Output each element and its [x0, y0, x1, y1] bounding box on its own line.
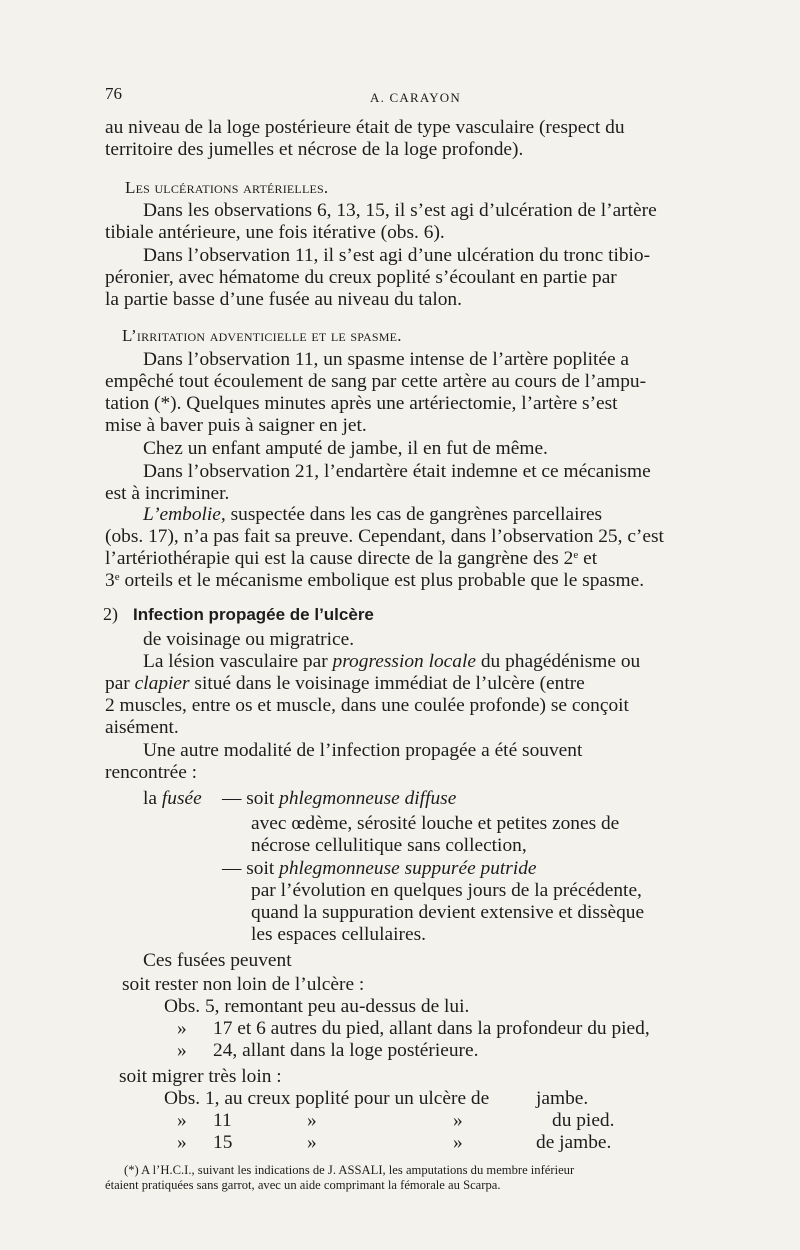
text: orteils et le mécanisme embolique est plus probable que le spasme. — [124, 570, 645, 591]
emphasis: fusée — [161, 788, 202, 809]
paragraph-line: tibiale antérieure, une fois itérative (obs. 6). — [105, 222, 445, 243]
emphasis: phlegmonneuse diffuse — [279, 788, 457, 809]
text: suspectée dans les cas de gangrènes parcellaires — [230, 504, 603, 525]
list-item: » — [177, 1018, 187, 1039]
list-item: du pied. — [552, 1110, 615, 1131]
paragraph-line: Dans l’observation 21, l’endartère était indemne et ce mécanisme — [143, 461, 651, 482]
section-heading: L’irritation adventicielle et le spasme. — [122, 326, 402, 345]
paragraph-line: rencontrée : — [105, 762, 198, 783]
emphasis: phlegmonneuse suppurée putride — [279, 858, 537, 879]
list-item: 15 — [213, 1132, 233, 1153]
paragraph-line: mise à baver puis à saigner en jet. — [105, 415, 367, 436]
emphasis: L’embolie, — [143, 504, 226, 525]
text: situé dans le voisinage immédiat de l’ulcère (entre — [194, 673, 585, 694]
text: l’artériothérapie qui est la cause directe de la gangrène des 2 — [105, 548, 574, 569]
paragraph-line: empêché tout écoulement de sang par cette artère au cours de l’ampu- — [105, 371, 647, 392]
paragraph-line: (obs. 17), n’a pas fait sa preuve. Cependant, dans l’observation 25, c’est — [105, 526, 664, 547]
paragraph-line: aisément. — [105, 717, 179, 738]
paragraph-line: est à incriminer. — [105, 483, 230, 504]
page-number: 76 — [105, 84, 122, 103]
section-title: Infection propagée de l’ulcère — [133, 605, 374, 624]
fusee-line: nécrose cellulitique sans collection, — [251, 835, 527, 856]
paragraph-line: Dans l’observation 11, un spasme intense de l’artère poplitée a — [143, 349, 630, 370]
list-item: 24, allant dans la loge postérieure. — [213, 1040, 479, 1061]
fusee-line: avec œdème, sérosité louche et petites zones de — [251, 813, 620, 834]
paragraph-line — [143, 504, 602, 526]
section-subtitle: de voisinage ou migratrice. — [143, 629, 355, 650]
paragraph-line: Dans l’observation 11, il s’est agi d’une ulcération du tronc tibio- — [143, 245, 651, 266]
fusee-line: quand la suppuration devient extensive et dissèque — [251, 902, 645, 923]
paragraph-line — [105, 570, 644, 592]
list-item: jambe. — [536, 1088, 589, 1109]
paragraph-line: Ces fusées peuvent — [143, 950, 292, 971]
footnote-line: étaient pratiquées sans garrot, avec un aide comprimant la fémorale au Scarpa. — [105, 1178, 501, 1192]
fusee-line — [222, 788, 456, 810]
list-item: » — [307, 1132, 317, 1153]
footnote-line: (*) A l’H.C.I., suivant les indications de J. ASSALI, les amputations du membre inférieur — [124, 1163, 575, 1177]
list-item: » — [453, 1132, 463, 1153]
paragraph-line — [105, 117, 729, 139]
text: 3 — [105, 570, 115, 591]
list-item: » — [177, 1040, 187, 1061]
text: la — [143, 788, 157, 809]
list-item: » — [177, 1132, 187, 1153]
list-item: 17 et 6 autres du pied, allant dans la profondeur du pied, — [213, 1018, 650, 1039]
list-heading: soit rester non loin de l’ulcère : — [122, 974, 365, 995]
list-item: Obs. 1, au creux poplité pour un ulcère de — [164, 1088, 490, 1109]
section-number: 2) — [103, 604, 118, 624]
running-title: A. CARAYON — [370, 90, 461, 105]
superscript: e — [573, 549, 579, 561]
text: et — [583, 548, 598, 569]
paragraph-line: Une autre modalité de l’infection propagée a été souvent — [143, 740, 583, 761]
list-item: » — [177, 1110, 187, 1131]
fusee-line — [222, 858, 537, 880]
paragraph-line — [105, 673, 585, 695]
text: — soit — [222, 788, 275, 809]
fusee-line: les espaces cellulaires. — [251, 924, 426, 945]
fusee-line: par l’évolution en quelques jours de la précédente, — [251, 880, 642, 901]
superscript: e — [114, 571, 120, 583]
paragraph-line: territoire des jumelles et nécrose de la loge profonde). — [105, 139, 524, 160]
paragraph-line: Chez un enfant amputé de jambe, il en fut de même. — [143, 438, 548, 459]
list-item: Obs. 5, remontant peu au-dessus de lui. — [164, 996, 470, 1017]
text: La lésion vasculaire par — [143, 651, 328, 672]
paragraph-line — [105, 548, 597, 570]
paragraph-line: tation (*). Quelques minutes après une artériectomie, l’artère s’est — [105, 393, 618, 414]
text: par — [105, 673, 130, 694]
emphasis: clapier — [134, 673, 190, 694]
paragraph-line: la partie basse d’une fusée au niveau du talon. — [105, 289, 462, 310]
text: du phagédénisme ou — [480, 651, 641, 672]
text: — soit — [222, 858, 275, 879]
fusee-line — [143, 788, 202, 810]
paragraph-line: péronier, avec hématome du creux poplité s’écoulant en partie par — [105, 267, 617, 288]
list-item: 11 — [213, 1110, 232, 1131]
paragraph-line: 2 muscles, entre os et muscle, dans une coulée profonde) se conçoit — [105, 695, 629, 716]
paragraph-line: Dans les observations 6, 13, 15, il s’est agi d’ulcération de l’artère — [143, 200, 657, 221]
emphasis: progression locale — [332, 651, 476, 672]
list-heading: soit migrer très loin : — [119, 1066, 282, 1087]
list-item: de jambe. — [536, 1132, 612, 1153]
list-item: » — [307, 1110, 317, 1131]
section-heading: Les ulcérations artérielles. — [125, 178, 329, 197]
text: au niveau de la loge postérieure était de type vasculaire (respect du — [105, 117, 625, 138]
list-item: » — [453, 1110, 463, 1131]
paragraph-line — [143, 651, 640, 673]
